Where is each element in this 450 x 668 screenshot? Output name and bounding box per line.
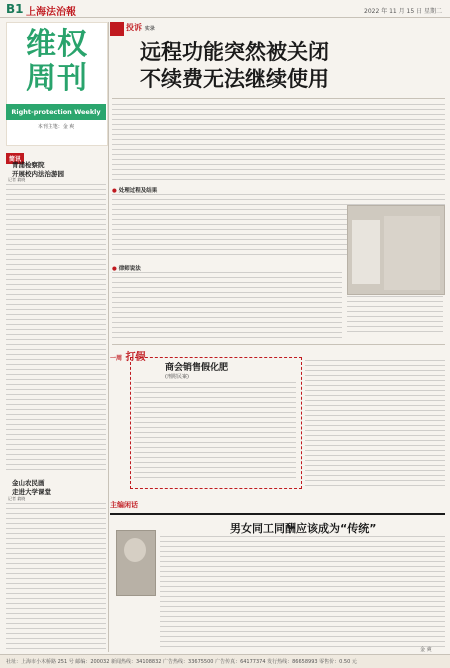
subhead-lawyer: ● 律师说法 [112, 266, 141, 272]
subhead-process: ● 处理过程及结果 [112, 188, 158, 194]
weekly-label-small: 一周 [110, 355, 123, 362]
brief-item2-title: 金山农民画 [12, 479, 45, 487]
kicker-icon [110, 22, 124, 36]
editorial-body [160, 536, 445, 648]
brief-item1-title: 青浦检察院 [12, 161, 45, 169]
editorial-title: 男女同工同酬应该成为“传统” [230, 522, 377, 535]
editorial-label: 主编闲话 [110, 501, 138, 509]
brief-item1-body [6, 184, 106, 474]
main-body-top [112, 104, 445, 184]
headline-line1: 远程功能突然被关闭 [140, 39, 329, 64]
editorial-author: 金 爽 [420, 647, 432, 653]
brief-item1-credit: 记者 翁晓 [8, 177, 26, 182]
brief-item2-credit: 记者 翁晓 [8, 496, 26, 501]
subhead-process-label: 处理过程及结果 [118, 188, 158, 194]
page-footer: 社址：上海市小木桥路 251 号 邮编：200032 新闻热线：34108832 广告热线：33675500 广告传真：64177374 发行热线：86658993 零售价：0.50 元 [0, 654, 450, 668]
issue-date: 2022 年 11 月 15 日 星期二 [364, 8, 442, 15]
article-photo [347, 205, 445, 295]
page-number: B1 [6, 2, 24, 16]
case-subtitle: (刑附民案) [165, 374, 189, 380]
brief-item2-subtitle: 走进大学课堂 [12, 488, 51, 496]
column-title: 维权周刊 [26, 27, 88, 96]
brief-tag: 简讯 [6, 153, 24, 164]
kicker-sub: 实录 [144, 26, 155, 32]
column-editor: 本刊主笔：金 爽 [37, 124, 75, 130]
headline-line2: 不续费无法继续使用 [140, 66, 329, 91]
weekly-label-big: 打假 [125, 352, 146, 363]
column-eng-title: Right-protection Weekly [6, 104, 106, 120]
kicker [126, 22, 155, 33]
photo-side-text [347, 296, 443, 336]
kicker-label: 投诉 [126, 23, 142, 32]
case-body [134, 382, 296, 482]
main-headline [140, 38, 440, 92]
case-title: 商会销售假化肥 [165, 363, 229, 373]
column-divider [108, 22, 109, 652]
case-side-body [305, 360, 445, 486]
photo-panel-left [352, 220, 380, 284]
masthead: 上海法治報 [26, 7, 76, 18]
section-divider-1 [112, 344, 445, 345]
subhead-lawyer-label: 律师说法 [118, 266, 141, 272]
headline-divider [112, 98, 445, 99]
photo-panel-right [384, 216, 440, 290]
main-body-lawyer [112, 272, 342, 342]
brief-item1-subtitle: 开展校内法治游园 [12, 170, 64, 178]
author-portrait-face [124, 538, 146, 562]
brief-item2-body [6, 503, 106, 651]
